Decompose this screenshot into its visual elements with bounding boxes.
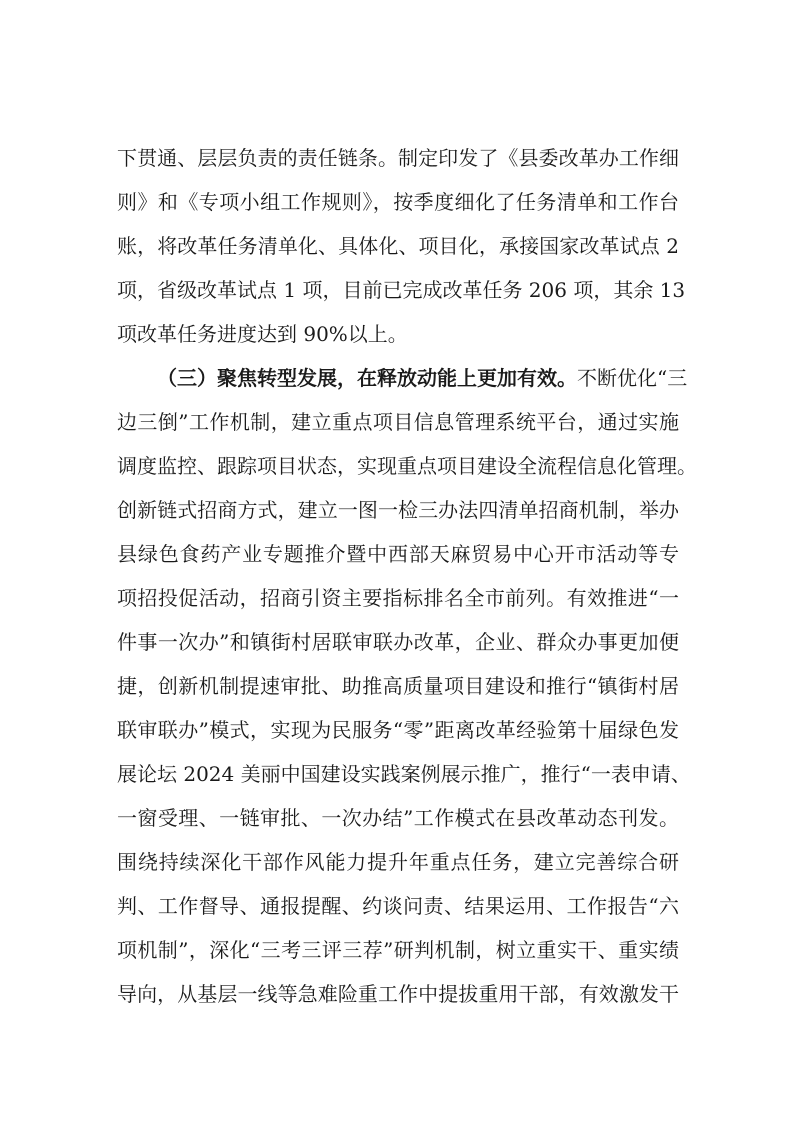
paragraph-line: 捷，创新机制提速审批、助推高质量项目建设和推行“镇街村居 — [117, 674, 679, 698]
paragraph-line: 县绿色食药产业专题推介暨中西部天麻贸易中心开市活动等专 — [117, 542, 679, 566]
paragraph-line: 一窗受理、一链审批、一次办结”工作模式在县改革动态刊发。 — [117, 806, 679, 830]
paragraph-line: 判、工作督导、通报提醒、约谈问责、结果运用、工作报告“六 — [117, 894, 679, 918]
section-heading: （三）聚焦转型发展，在释放动能上更加有效。 — [157, 366, 577, 390]
paragraph-line: 边三倒”工作机制，建立重点项目信息管理系统平台，通过实施 — [117, 410, 679, 434]
paragraph-line: 项改革任务进度达到 90%以上。 — [117, 322, 408, 346]
paragraph-line: 项机制”，深化“三考三评三荐”研判机制，树立重实干、重实绩 — [117, 938, 679, 962]
paragraph-line: 围绕持续深化干部作风能力提升年重点任务，建立完善综合研 — [117, 850, 679, 874]
paragraph-line: 创新链式招商方式，建立一图一检三办法四清单招商机制，举办 — [117, 498, 679, 522]
section-heading-line — [157, 358, 688, 398]
paragraph-line: 项招投促活动，招商引资主要指标排名全市前列。有效推进“一 — [117, 586, 679, 610]
heading-line-text: 不断优化“三 — [577, 366, 688, 390]
paragraph-line: 联审联办”模式，实现为民服务“零”距离改革经验第十届绿色发 — [117, 718, 679, 742]
paragraph-line: 则》和《专项小组工作规则》，按季度细化了任务清单和工作台 — [117, 190, 679, 214]
paragraph-line: 项，省级改革试点 1 项，目前已完成改革任务 206 项，其余 13 — [117, 278, 686, 302]
paragraph-line: 调度监控、跟踪项目状态，实现重点项目建设全流程信息化管理。 — [117, 454, 697, 478]
paragraph-line: 件事一次办”和镇街村居联审联办改革，企业、群众办事更加便 — [117, 630, 679, 654]
paragraph-line: 展论坛 2024 美丽中国建设实践案例展示推广，推行“一表申请、 — [117, 762, 691, 786]
paragraph-line: 下贯通、层层负责的责任链条。制定印发了《县委改革办工作细 — [117, 146, 679, 170]
paragraph-line: 账，将改革任务清单化、具体化、项目化，承接国家改革试点 2 — [117, 234, 679, 258]
paragraph-line: 导向，从基层一线等急难险重工作中提拔重用干部，有效激发干 — [117, 982, 679, 1006]
